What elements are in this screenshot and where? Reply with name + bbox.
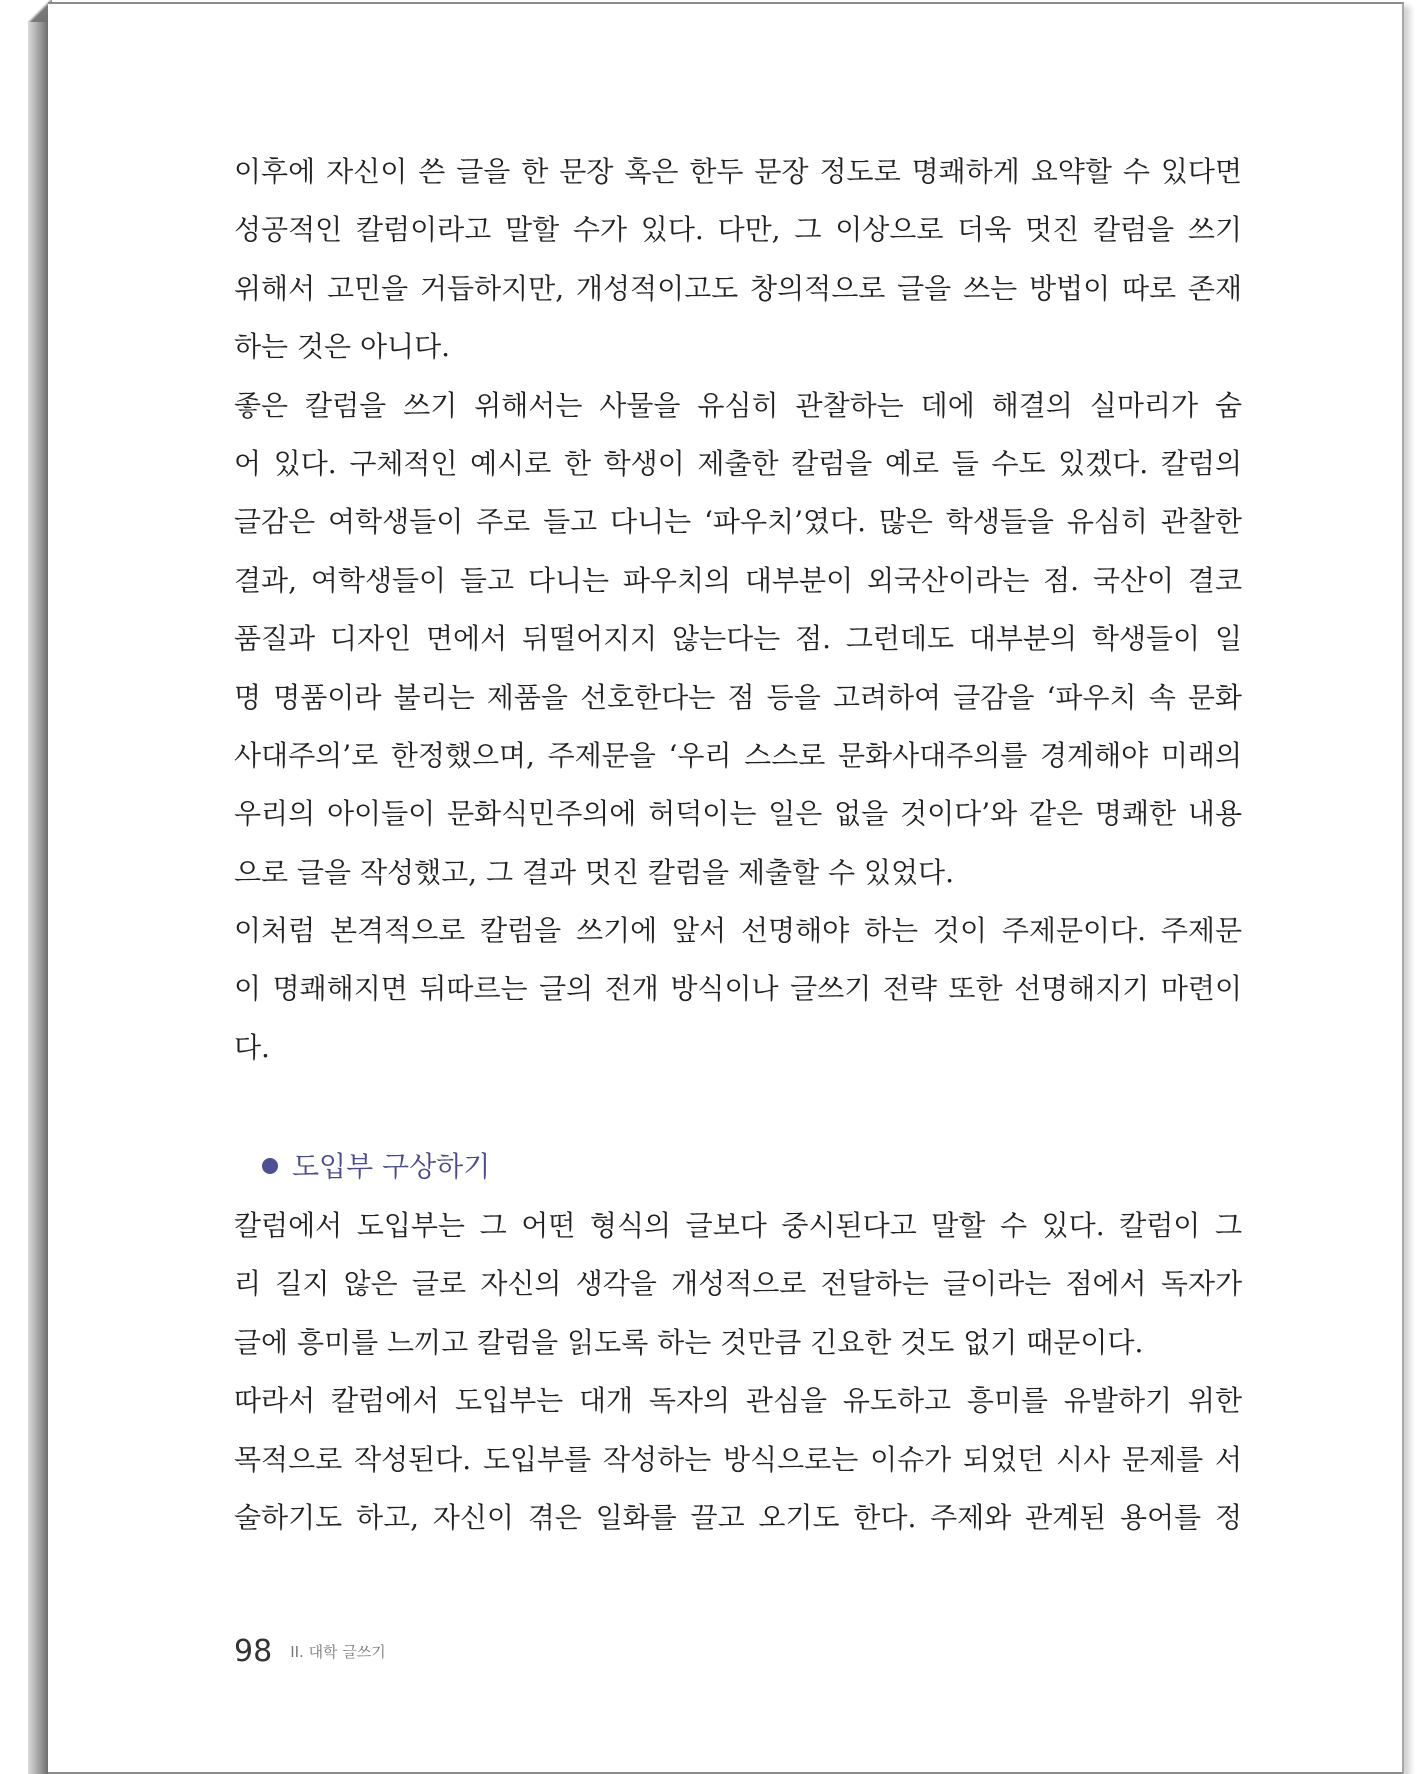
text-line: 칼럼에서 도입부는 그 어떤 형식의 글보다 중시된다고 말할 수 있다. 칼럼이 그 <box>234 1209 1242 1242</box>
page-stack-edge <box>28 0 48 1774</box>
page-footer <box>234 1632 386 1672</box>
text-line: 결과, 여학생들이 들고 다니는 파우치의 대부분이 외국산이라는 점. 국산이 결코 <box>234 563 1242 597</box>
text-line: 이후에 자신이 쓴 글을 한 문장 혹은 한두 문장 정도로 명쾌하게 요약할 수 있다면 <box>234 155 1242 188</box>
section-heading <box>262 1145 490 1189</box>
text-line: 사대주의’로 한정했으며, 주제문을 ‘우리 스스로 문화사대주의를 경계해야 미래의 <box>234 738 1242 772</box>
text-line: 글감은 여학생들이 주로 들고 다니는 ‘파우치’였다. 많은 학생들을 유심히 관찰한 <box>234 505 1242 539</box>
text-line: 우리의 아이들이 문화식민주의에 허덕이는 일은 없을 것이다’와 같은 명쾌한 내용 <box>234 797 1242 831</box>
text-line: 품질과 디자인 면에서 뒤떨어지지 않는다는 점. 그런데도 대부분의 학생들이 일 <box>234 622 1242 656</box>
body-text-bottom <box>234 1197 1242 1547</box>
bullet-icon <box>262 1158 278 1174</box>
page-number: 98 <box>234 1634 273 1669</box>
text-line: 으로 글을 작성했고, 그 결과 멋진 칼럼을 제출할 수 있었다. <box>234 855 955 889</box>
text-line: 어 있다. 구체적인 예시로 한 학생이 제출한 칼럼을 예로 들 수도 있겠다. 칼럼의 <box>234 446 1242 480</box>
running-section-title: II. 대학 글쓰기 <box>290 1643 386 1661</box>
text-line: 다. <box>234 1030 270 1064</box>
text-line: 술하기도 하고, 자신이 겪은 일화를 끌고 오기도 한다. 주제와 관계된 용어를 정 <box>234 1500 1242 1534</box>
body-text-top <box>234 143 1242 1077</box>
text-line: 이처럼 본격적으로 칼럼을 쓰기에 앞서 선명해야 하는 것이 주제문이다. 주제문 <box>234 914 1242 948</box>
text-line: 위해서 고민을 거듭하지만, 개성적이고도 창의적으로 글을 쓰는 방법이 따로 존재 <box>234 271 1242 305</box>
text-line: 하는 것은 아니다. <box>234 330 451 364</box>
text-line: 성공적인 칼럼이라고 말할 수가 있다. 다만, 그 이상으로 더욱 멋진 칼럼을 쓰기 <box>234 213 1242 247</box>
text-line: 좋은 칼럼을 쓰기 위해서는 사물을 유심히 관찰하는 데에 해결의 실마리가 숨 <box>234 388 1242 422</box>
section-heading-label: 도입부 구상하기 <box>292 1150 491 1183</box>
text-line: 따라서 칼럼에서 도입부는 대개 독자의 관심을 유도하고 흥미를 유발하기 위한 <box>234 1384 1242 1418</box>
text-line: 글에 흥미를 느끼고 칼럼을 읽도록 하는 것만큼 긴요한 것도 없기 때문이다. <box>234 1325 1144 1359</box>
text-line: 리 길지 않은 글로 자신의 생각을 개성적으로 전달하는 글이라는 점에서 독자가 <box>234 1267 1242 1301</box>
text-line: 목적으로 작성된다. 도입부를 작성하는 방식으로는 이슈가 되었던 시사 문제를 서 <box>234 1442 1242 1476</box>
text-line: 이 명쾌해지면 뒤따르는 글의 전개 방식이나 글쓰기 전략 또한 선명해지기 마련이 <box>234 972 1242 1006</box>
text-line: 명 명품이라 불리는 제품을 선호한다는 점 등을 고려하여 글감을 ‘파우치 속 문화 <box>234 680 1242 714</box>
